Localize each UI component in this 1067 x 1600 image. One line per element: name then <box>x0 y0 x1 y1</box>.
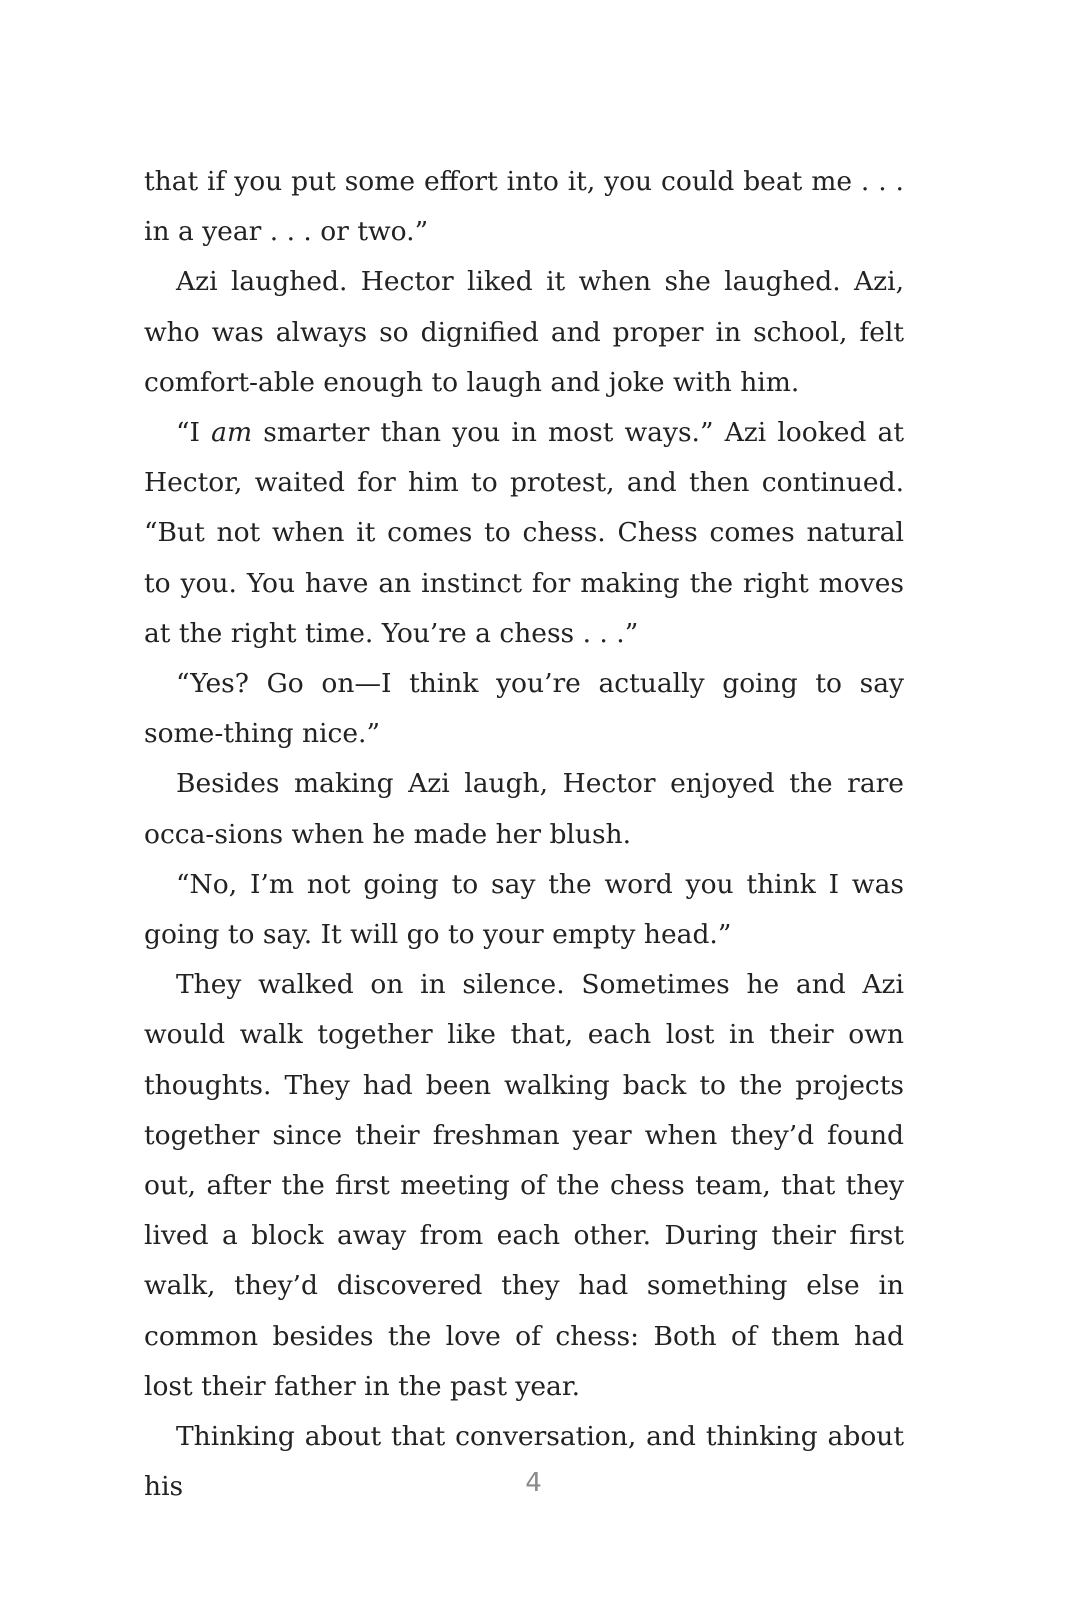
paragraph-3-rest: smarter than you in most ways.” Azi looked at Hector, waited for him to protest, and then continued. “But not when it comes to chess. Chess comes natural to you. You have an instinct for making the right moves at the right time. You’re a chess . . .” <box>144 417 904 649</box>
emphasis-am: am <box>211 417 253 449</box>
paragraph-3-lead: “I <box>176 417 212 449</box>
paragraph-4: “Yes? Go on—I think you’re actually going to say some-thing nice.” <box>144 668 904 750</box>
paragraph-7: They walked on in silence. Sometimes he and Azi would walk together like that, each lost in their own thoughts. They had been walking back to the projects together since their freshman year when they’d found out, after the first meeting of the chess team, that they lived a block away from each other. During their first walk, they’d discovered they had something else in common besides the love of chess: Both of them had lost their father in the past year. <box>144 969 904 1402</box>
paragraph-3 <box>144 408 904 659</box>
body-text <box>144 157 904 1512</box>
paragraph-8: Thinking about that conversation, and thinking about his <box>144 1421 904 1503</box>
paragraph-1: that if you put some effort into it, you could beat me . . . in a year . . . or two.” <box>144 166 904 248</box>
paragraph-2: Azi laughed. Hector liked it when she laughed. Azi, who was always so dignified and proper in school, felt comfort-able enough to laugh and joke with him. <box>144 266 904 398</box>
paragraph-6: “No, I’m not going to say the word you think I was going to say. It will go to your empty head.” <box>144 868 904 951</box>
page-number: 4 <box>525 1468 542 1498</box>
paragraph-5: Besides making Azi laugh, Hector enjoyed the rare occa-sions when he made her blush. <box>144 768 904 850</box>
